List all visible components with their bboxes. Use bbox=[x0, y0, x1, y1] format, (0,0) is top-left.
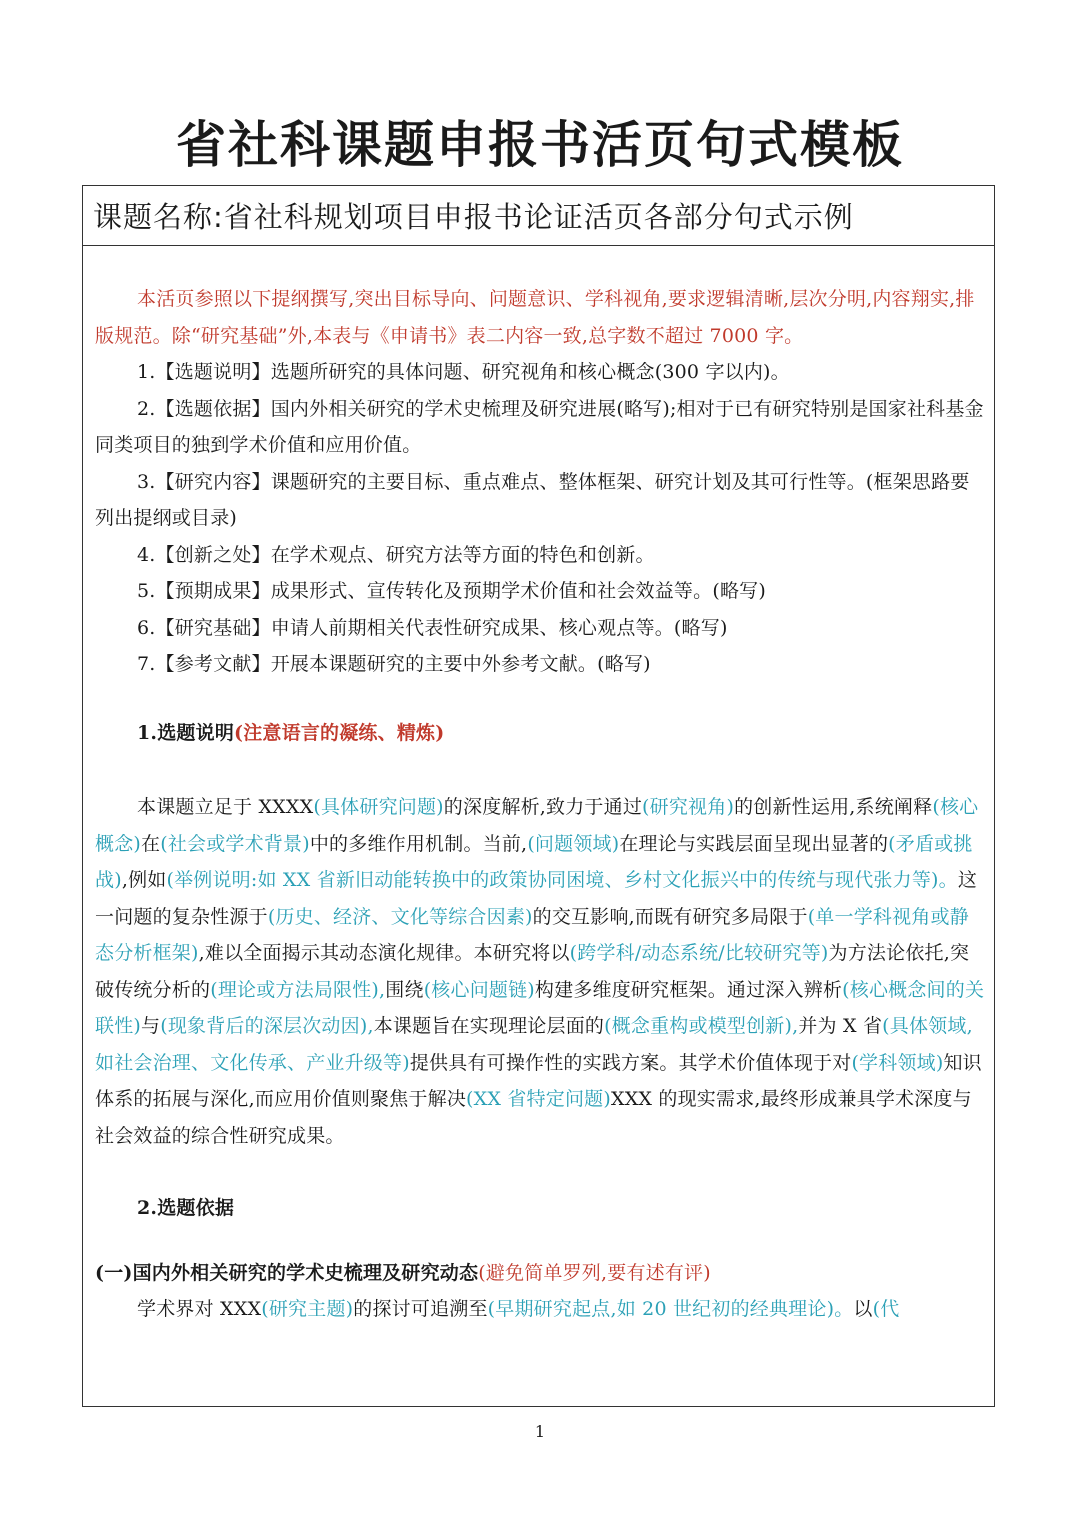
placeholder-text: (概念重构或模型创新), bbox=[604, 1015, 799, 1037]
form-content bbox=[95, 281, 988, 1328]
body-text: ,难以全面揭示其动态演化规律。本研究将以 bbox=[198, 942, 570, 964]
placeholder-text: (具体领域,如社会治理、文化传承、产业升级等) bbox=[95, 1015, 973, 1074]
outline-item-4: 4.【创新之处】在学术观点、研究方法等方面的特色和创新。 bbox=[137, 543, 655, 566]
body-text: 的交互影响,而既有研究多局限于 bbox=[532, 905, 808, 928]
placeholder-text: (核心概念) bbox=[95, 796, 979, 855]
page-number: 1 bbox=[534, 1422, 546, 1441]
placeholder-text: (XX 省特定问题) bbox=[466, 1088, 611, 1110]
section-1-paragraph bbox=[95, 789, 988, 1154]
body-text: 的深度解析,致力于通过 bbox=[443, 796, 643, 818]
topic-name-row: 课题名称:省社科规划项目申报书论证活页各部分句式示例 bbox=[83, 186, 994, 246]
placeholder-text: (矛盾或挑战) bbox=[95, 832, 973, 891]
placeholder-text: (研究视角) bbox=[642, 796, 735, 818]
placeholder-text: (历史、经济、文化等综合因素) bbox=[267, 905, 533, 928]
section-1-title: 1.选题说明 bbox=[137, 721, 235, 744]
body-text: 围绕 bbox=[385, 978, 424, 1001]
placeholder-text: (举例说明:如 XX 省新旧动能转换中的政策协同困境、乡村文化振兴中的传统与现代张力等)。 bbox=[166, 869, 958, 891]
intro-instructions: 本活页参照以下提纲撰写,突出目标导向、问题意识、学科视角,要求逻辑清晰,层次分明,内容翔实,排版规范。除“研究基础”外,本表与《申请书》表二内容一致,总字数不超过 7000 字。 bbox=[95, 288, 975, 347]
subsection-1-title: (一)国内外相关研究的学术史梳理及研究动态 bbox=[95, 1261, 479, 1284]
body-text: 在 bbox=[141, 832, 161, 855]
body-text: ,例如 bbox=[121, 869, 167, 891]
outline-item-7: 7.【参考文献】开展本课题研究的主要中外参考文献。(略写) bbox=[137, 653, 651, 675]
outline-item-1: 1.【选题说明】选题所研究的具体问题、研究视角和核心概念(300 字以内)。 bbox=[137, 361, 790, 383]
body-text: 这一问题的复杂性源于 bbox=[95, 869, 978, 928]
body-text: 本课题旨在实现理论层面的 bbox=[373, 1015, 605, 1037]
subsection-1-paragraph bbox=[95, 1291, 988, 1328]
placeholder-text: (理论或方法局限性), bbox=[210, 978, 386, 1001]
body-text: 构建多维度研究框架。通过深入辨析 bbox=[534, 978, 843, 1001]
placeholder-text: (代 bbox=[872, 1298, 900, 1320]
placeholder-text: (研究主题) bbox=[261, 1298, 354, 1320]
placeholder-text: (现象背后的深层次动因), bbox=[160, 1015, 374, 1037]
placeholder-text: (学科领域) bbox=[851, 1051, 944, 1074]
outline-item-3: 3.【研究内容】课题研究的主要目标、重点难点、整体框架、研究计划及其可行性等。(框架思路要列出提纲或目录) bbox=[95, 470, 970, 529]
body-text: 以 bbox=[853, 1298, 873, 1320]
placeholder-text: (社会或学术背景) bbox=[160, 832, 310, 855]
outline-item-2: 2.【选题依据】国内外相关研究的学术史梳理及研究进展(略写);相对于已有研究特别是国家社科基金同类项目的独到学术价值和应用价值。 bbox=[95, 397, 984, 456]
body-text: 的探讨可追溯至 bbox=[353, 1298, 488, 1320]
section-1-note: (注意语言的凝练、精炼) bbox=[234, 721, 445, 744]
outline-item-5: 5.【预期成果】成果形式、宣传转化及预期学术价值和社会效益等。(略写) bbox=[137, 580, 766, 602]
placeholder-text: (早期研究起点,如 20 世纪初的经典理论)。 bbox=[487, 1298, 854, 1320]
section-1-heading bbox=[95, 715, 988, 752]
placeholder-text: (单一学科视角或静态分析框架) bbox=[95, 905, 969, 964]
placeholder-text: (核心问题链) bbox=[423, 978, 535, 1001]
subsection-1-note: (避免简单罗列,要有述有评) bbox=[478, 1261, 711, 1284]
subsection-1-heading bbox=[95, 1255, 988, 1292]
form-table bbox=[82, 185, 995, 1407]
outline-item-6: 6.【研究基础】申请人前期相关代表性研究成果、核心观点等。(略写) bbox=[137, 616, 728, 639]
placeholder-text: (跨学科/动态系统/比较研究等) bbox=[569, 942, 829, 964]
body-text: 提供具有可操作性的实践方案。其学术价值体现于对 bbox=[409, 1051, 852, 1074]
placeholder-text: (问题领域) bbox=[527, 832, 620, 855]
body-text: 在理论与实践层面呈现出显著的 bbox=[619, 832, 889, 855]
body-text: 与 bbox=[141, 1015, 161, 1037]
body-text: 为方法论依托,突破传统分析的 bbox=[95, 942, 970, 1001]
body-text: 本课题立足于 XXXX bbox=[137, 796, 314, 818]
body-text: 知识体系的拓展与深化,而应用价值则聚焦于解决 bbox=[95, 1051, 982, 1110]
body-text: 学术界对 XXX bbox=[137, 1298, 262, 1320]
placeholder-text: (核心概念间的关联性) bbox=[95, 978, 985, 1037]
placeholder-text: (具体研究问题) bbox=[313, 796, 444, 818]
body-text: 的创新性运用,系统阐释 bbox=[734, 796, 933, 818]
page-title: 省社科课题申报书活页句式模板 bbox=[176, 116, 904, 174]
body-text: XXX 的现实需求,最终形成兼具学术深度与社会效益的综合性研究成果。 bbox=[95, 1088, 972, 1147]
body-text: 中的多维作用机制。当前, bbox=[309, 832, 528, 855]
section-2-heading: 2.选题依据 bbox=[137, 1197, 235, 1219]
body-text: 并为 X 省 bbox=[798, 1015, 883, 1037]
